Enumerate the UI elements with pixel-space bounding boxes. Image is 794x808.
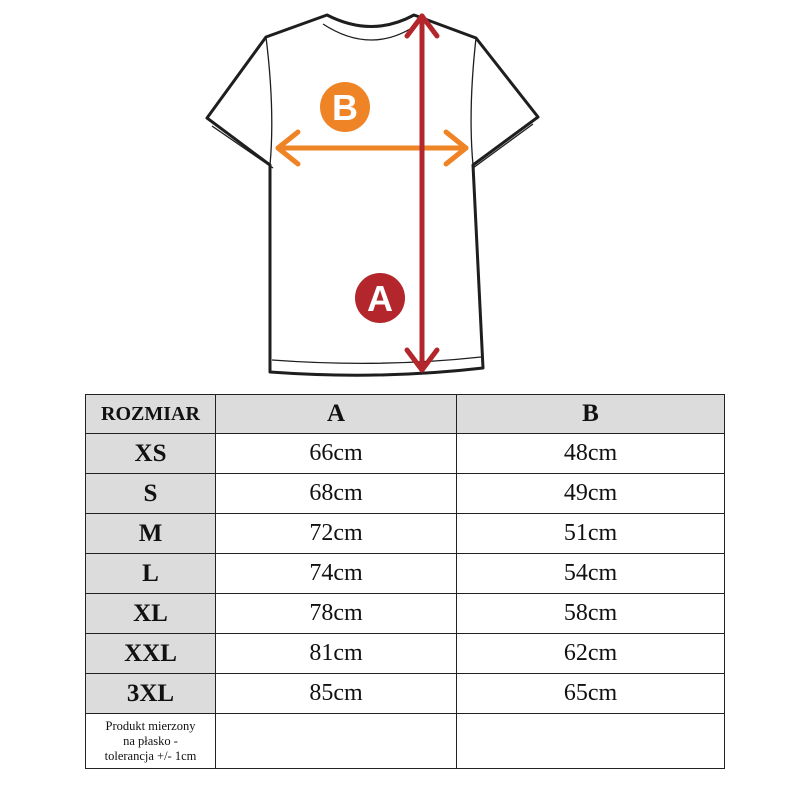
measure-a-cell: 66cm — [216, 434, 457, 474]
tshirt-measurement-diagram — [0, 0, 794, 385]
table-row — [86, 474, 725, 514]
header-size: ROZMIAR — [86, 395, 216, 434]
size-cell: XS — [86, 434, 216, 474]
table-header-row — [86, 395, 725, 434]
measure-a-cell: 72cm — [216, 514, 457, 554]
note-line: tolerancja +/- 1cm — [104, 748, 197, 763]
measurement-note — [86, 714, 216, 769]
table-row — [86, 554, 725, 594]
size-cell: XXL — [86, 634, 216, 674]
empty-cell — [216, 714, 457, 769]
size-chart-table — [85, 394, 725, 769]
table-row — [86, 514, 725, 554]
table-row — [86, 594, 725, 634]
measure-b-cell: 48cm — [457, 434, 725, 474]
table-row — [86, 634, 725, 674]
measure-a-cell: 74cm — [216, 554, 457, 594]
note-line: Produkt mierzony — [105, 718, 196, 733]
badge-a-label: A — [367, 278, 393, 319]
table-row — [86, 674, 725, 714]
note-row — [86, 714, 725, 769]
size-cell: 3XL — [86, 674, 216, 714]
badge-b-label: B — [332, 87, 358, 128]
size-cell: L — [86, 554, 216, 594]
measure-a-cell: 85cm — [216, 674, 457, 714]
measure-a-cell: 81cm — [216, 634, 457, 674]
size-cell: M — [86, 514, 216, 554]
measure-b-cell: 62cm — [457, 634, 725, 674]
header-b: B — [457, 395, 725, 434]
measure-a-cell: 68cm — [216, 474, 457, 514]
measure-b-cell: 51cm — [457, 514, 725, 554]
measure-b-cell: 54cm — [457, 554, 725, 594]
badge-b — [320, 82, 370, 132]
empty-cell — [457, 714, 725, 769]
measure-b-cell: 49cm — [457, 474, 725, 514]
size-cell: S — [86, 474, 216, 514]
measure-b-cell: 58cm — [457, 594, 725, 634]
table-row — [86, 434, 725, 474]
note-line: na płasko - — [123, 733, 178, 748]
size-cell: XL — [86, 594, 216, 634]
header-a: A — [216, 395, 457, 434]
measure-b-cell: 65cm — [457, 674, 725, 714]
badge-a — [355, 273, 405, 323]
measure-a-cell: 78cm — [216, 594, 457, 634]
